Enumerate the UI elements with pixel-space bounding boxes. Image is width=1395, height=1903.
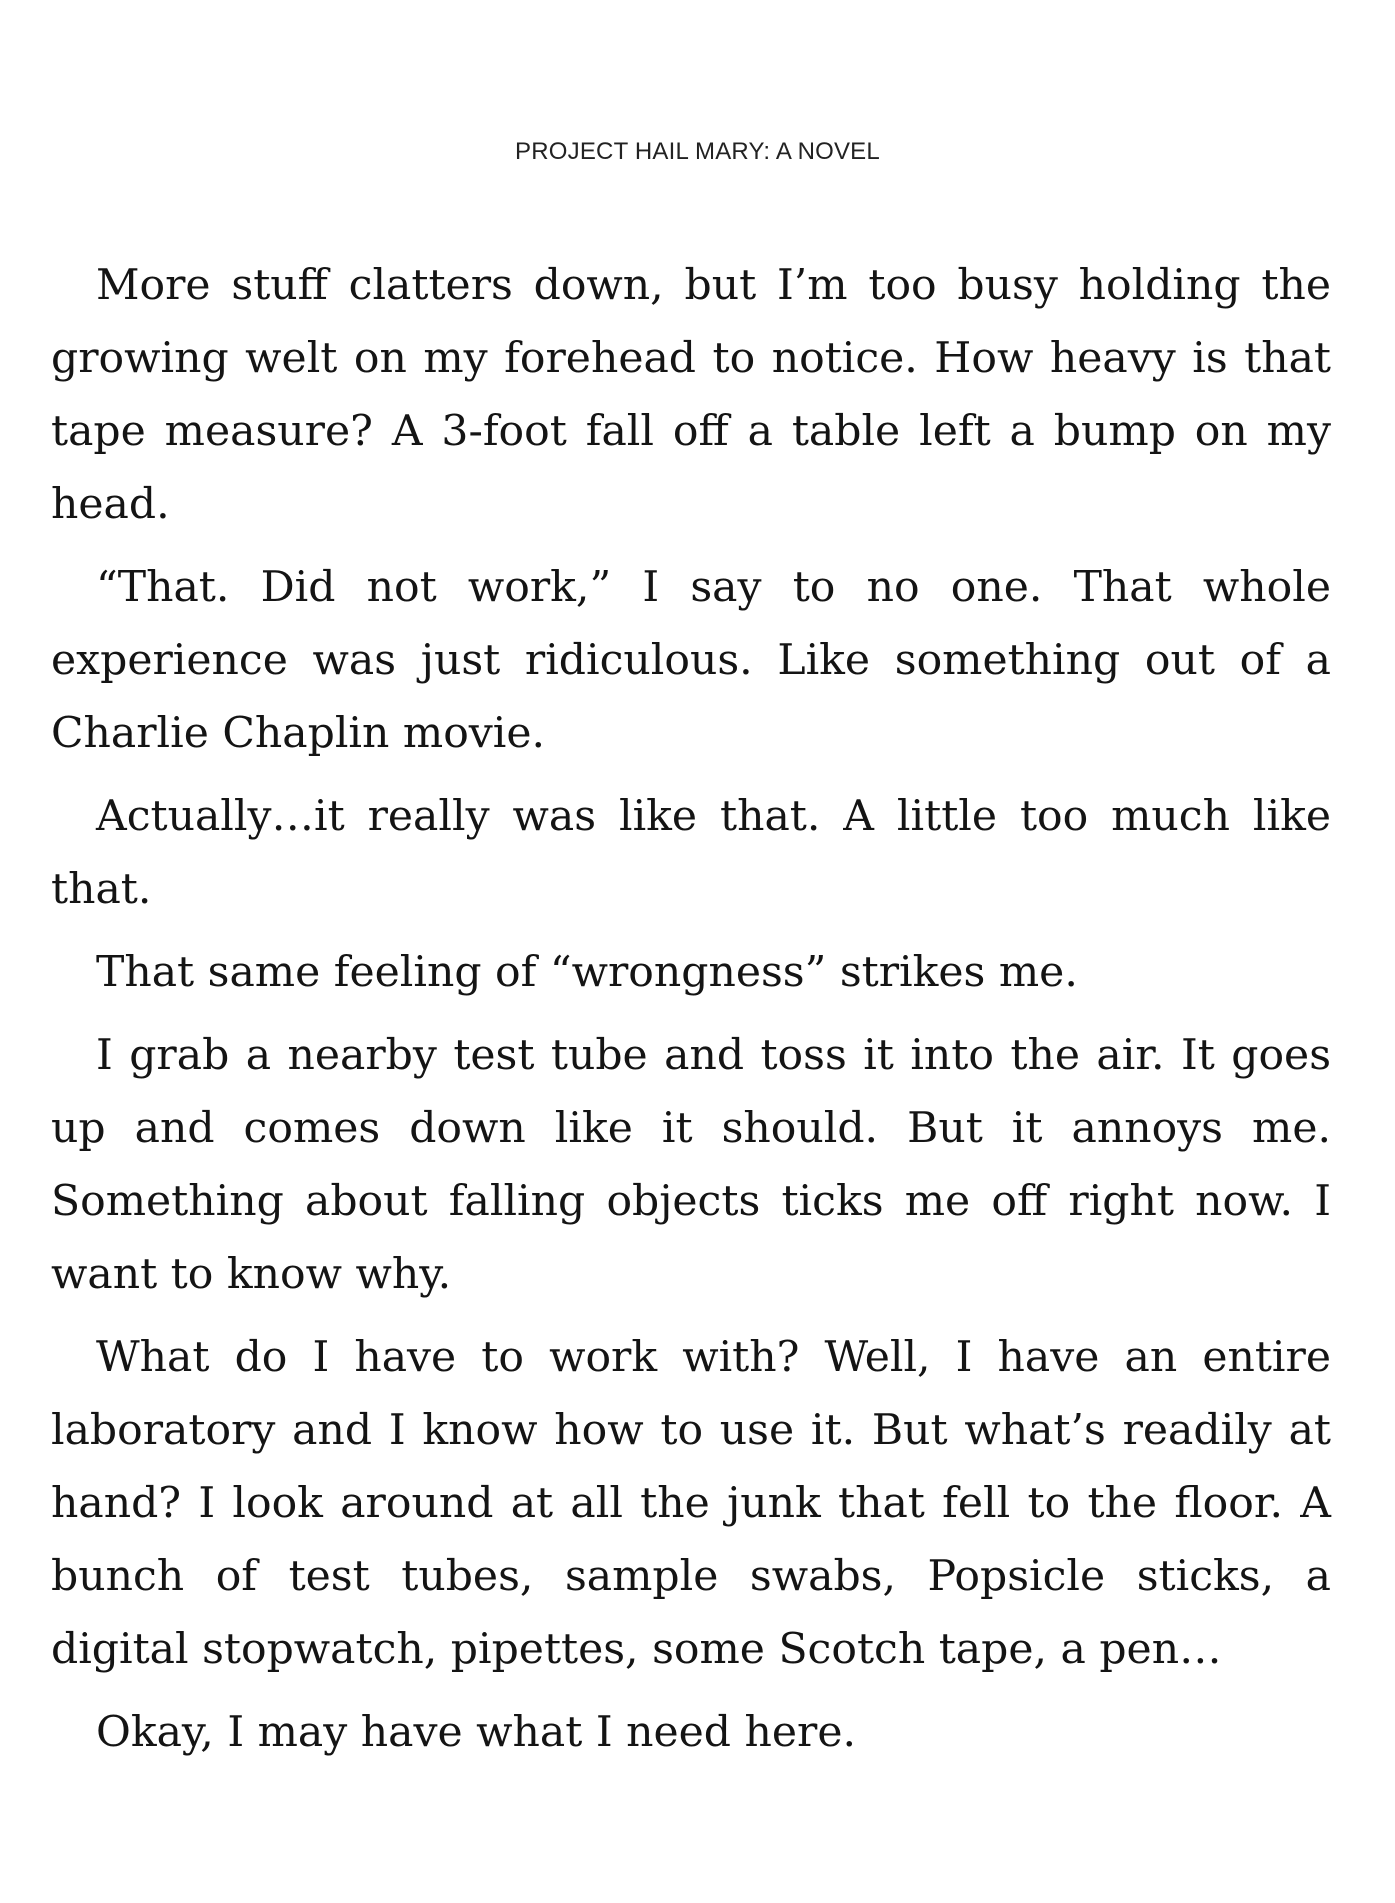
paragraph: “That. Did not work,” I say to no one. That whole experience was just ridiculous. Like something out of a Charlie Chaplin movie. bbox=[51, 563, 1331, 758]
paragraph: Okay, I may have what I need here. bbox=[96, 1708, 857, 1757]
paragraph: More stuff clatters down, but I’m too busy holding the growing welt on my forehead to notice. How heavy is that tape measure? A 3-foot fall off a table left a bump on my head. bbox=[51, 261, 1331, 529]
paragraph: What do I have to work with? Well, I have an entire laboratory and I know how to use it. But what’s readily at hand? I look around at all the junk that fell to the floor. A bunch of test tubes, sample swabs, Popsicle sticks, a digital stopwatch, pipettes, some Scotch tape, a pen… bbox=[51, 1333, 1331, 1674]
paragraph: I grab a nearby test tube and toss it into the air. It goes up and comes down like it should. But it annoys me. Something about falling objects ticks me off right now. I want to know why. bbox=[51, 1031, 1331, 1299]
paragraph: That same feeling of “wrongness” strikes me. bbox=[96, 948, 1078, 997]
paragraph: Actually…it really was like that. A little too much like that. bbox=[51, 792, 1331, 914]
running-header-book-title: PROJECT HAIL MARY: A NOVEL bbox=[515, 138, 880, 165]
page-body-text bbox=[51, 249, 1331, 1779]
